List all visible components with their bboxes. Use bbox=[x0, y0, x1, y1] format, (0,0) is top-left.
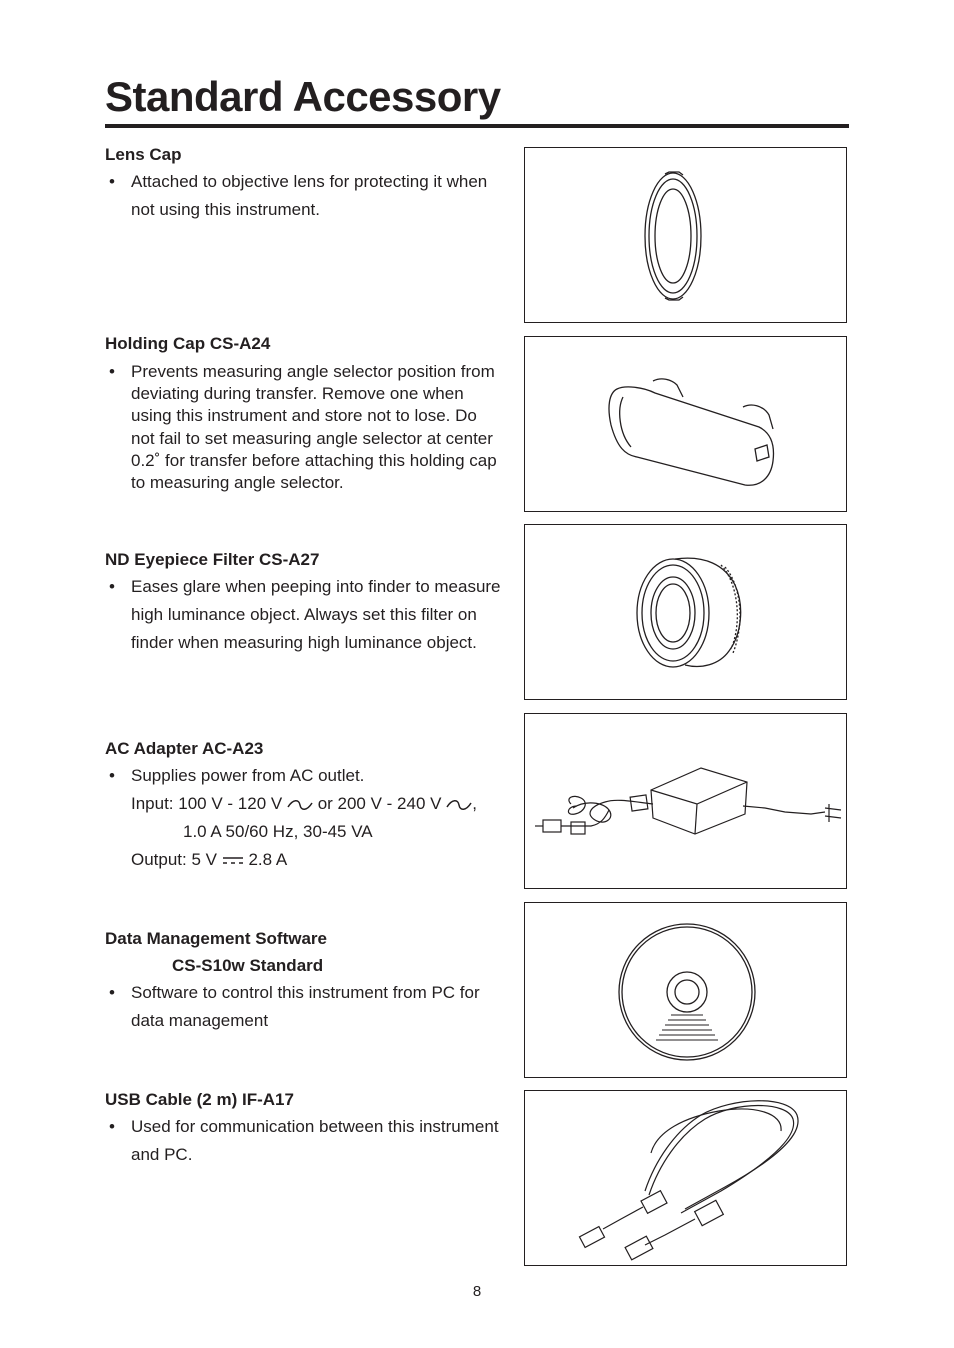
accessory-ac-adapter bbox=[105, 735, 505, 874]
item-description bbox=[105, 361, 505, 494]
bullet-icon: • bbox=[109, 172, 115, 191]
description-text: Supplies power from AC outlet. bbox=[131, 766, 365, 785]
output-rating: 2.8 A bbox=[248, 850, 288, 869]
title-rule bbox=[105, 124, 849, 128]
item-description bbox=[105, 168, 505, 224]
item-description bbox=[105, 573, 505, 657]
bullet-icon: • bbox=[109, 577, 115, 596]
cd-rom-drawing bbox=[525, 903, 848, 1079]
item-description bbox=[105, 1113, 505, 1169]
item-heading: USB Cable (2 m) IF-A17 bbox=[105, 1090, 294, 1109]
bullet-icon: • bbox=[109, 362, 115, 381]
nd-eyepiece-filter-drawing bbox=[525, 525, 848, 701]
ac-wave-icon bbox=[287, 799, 313, 811]
input-rating: 1.0 A 50/60 Hz, 30-45 VA bbox=[183, 822, 373, 841]
bullet-icon: • bbox=[109, 766, 115, 785]
item-heading: AC Adapter AC-A23 bbox=[105, 739, 264, 758]
accessory-holding-cap bbox=[105, 330, 505, 494]
bullet-icon: • bbox=[109, 1117, 115, 1136]
description-text: Used for communication between this instrument and PC. bbox=[131, 1117, 499, 1164]
output-label: Output: 5 V bbox=[131, 850, 217, 869]
accessory-lens-cap bbox=[105, 141, 505, 224]
description-text: Prevents measuring angle selector position from deviating during transfer. Remove one when using this instrument and store not to lose. Do not fail to set measuring angle selector at center 0.2˚ for transfer before attaching this holding cap to measuring angle selector. bbox=[131, 362, 497, 493]
ac-adapter-illustration bbox=[524, 713, 847, 889]
lens-cap-drawing bbox=[525, 148, 848, 324]
ac-wave-icon bbox=[446, 799, 472, 811]
description-text: Eases glare when peeping into finder to measure high luminance object. Always set this filter on finder when measuring high luminance object. bbox=[131, 577, 501, 652]
item-description bbox=[105, 979, 505, 1035]
item-heading: ND Eyepiece Filter CS-A27 bbox=[105, 550, 320, 569]
heading-line-2: CS-S10w Standard bbox=[172, 956, 324, 975]
dc-symbol-icon bbox=[222, 856, 244, 866]
page-number: 8 bbox=[472, 1283, 482, 1300]
item-heading: Holding Cap CS-A24 bbox=[105, 334, 271, 353]
holding-cap-illustration bbox=[524, 336, 847, 512]
bullet-icon: • bbox=[109, 983, 115, 1002]
description-text: Attached to objective lens for protecting it when not using this instrument. bbox=[131, 172, 488, 219]
item-heading bbox=[105, 925, 505, 979]
cd-rom-illustration bbox=[524, 902, 847, 1078]
usb-cable-drawing bbox=[525, 1091, 848, 1267]
accessory-usb-cable bbox=[105, 1086, 505, 1169]
item-description bbox=[105, 762, 505, 874]
input-or-label: or 200 V - 240 V bbox=[317, 794, 442, 813]
input-label: Input: 100 V - 120 V bbox=[131, 794, 283, 813]
output-spec bbox=[131, 846, 505, 874]
usb-cable-illustration bbox=[524, 1090, 847, 1266]
input-spec: Input: 100 V - 120 V or 200 V - 240 V , bbox=[131, 794, 477, 813]
lens-cap-illustration bbox=[524, 147, 847, 323]
description-text: Software to control this instrument from PC for data management bbox=[131, 983, 480, 1030]
accessory-data-management-software bbox=[105, 925, 505, 1035]
accessory-nd-eyepiece-filter bbox=[105, 546, 505, 657]
holding-cap-drawing bbox=[525, 337, 848, 513]
page-title: Standard Accessory bbox=[105, 73, 501, 120]
heading-line-1: Data Management Software bbox=[105, 929, 327, 948]
nd-eyepiece-filter-illustration bbox=[524, 524, 847, 700]
ac-adapter-drawing bbox=[525, 714, 848, 890]
item-heading: Lens Cap bbox=[105, 145, 182, 164]
